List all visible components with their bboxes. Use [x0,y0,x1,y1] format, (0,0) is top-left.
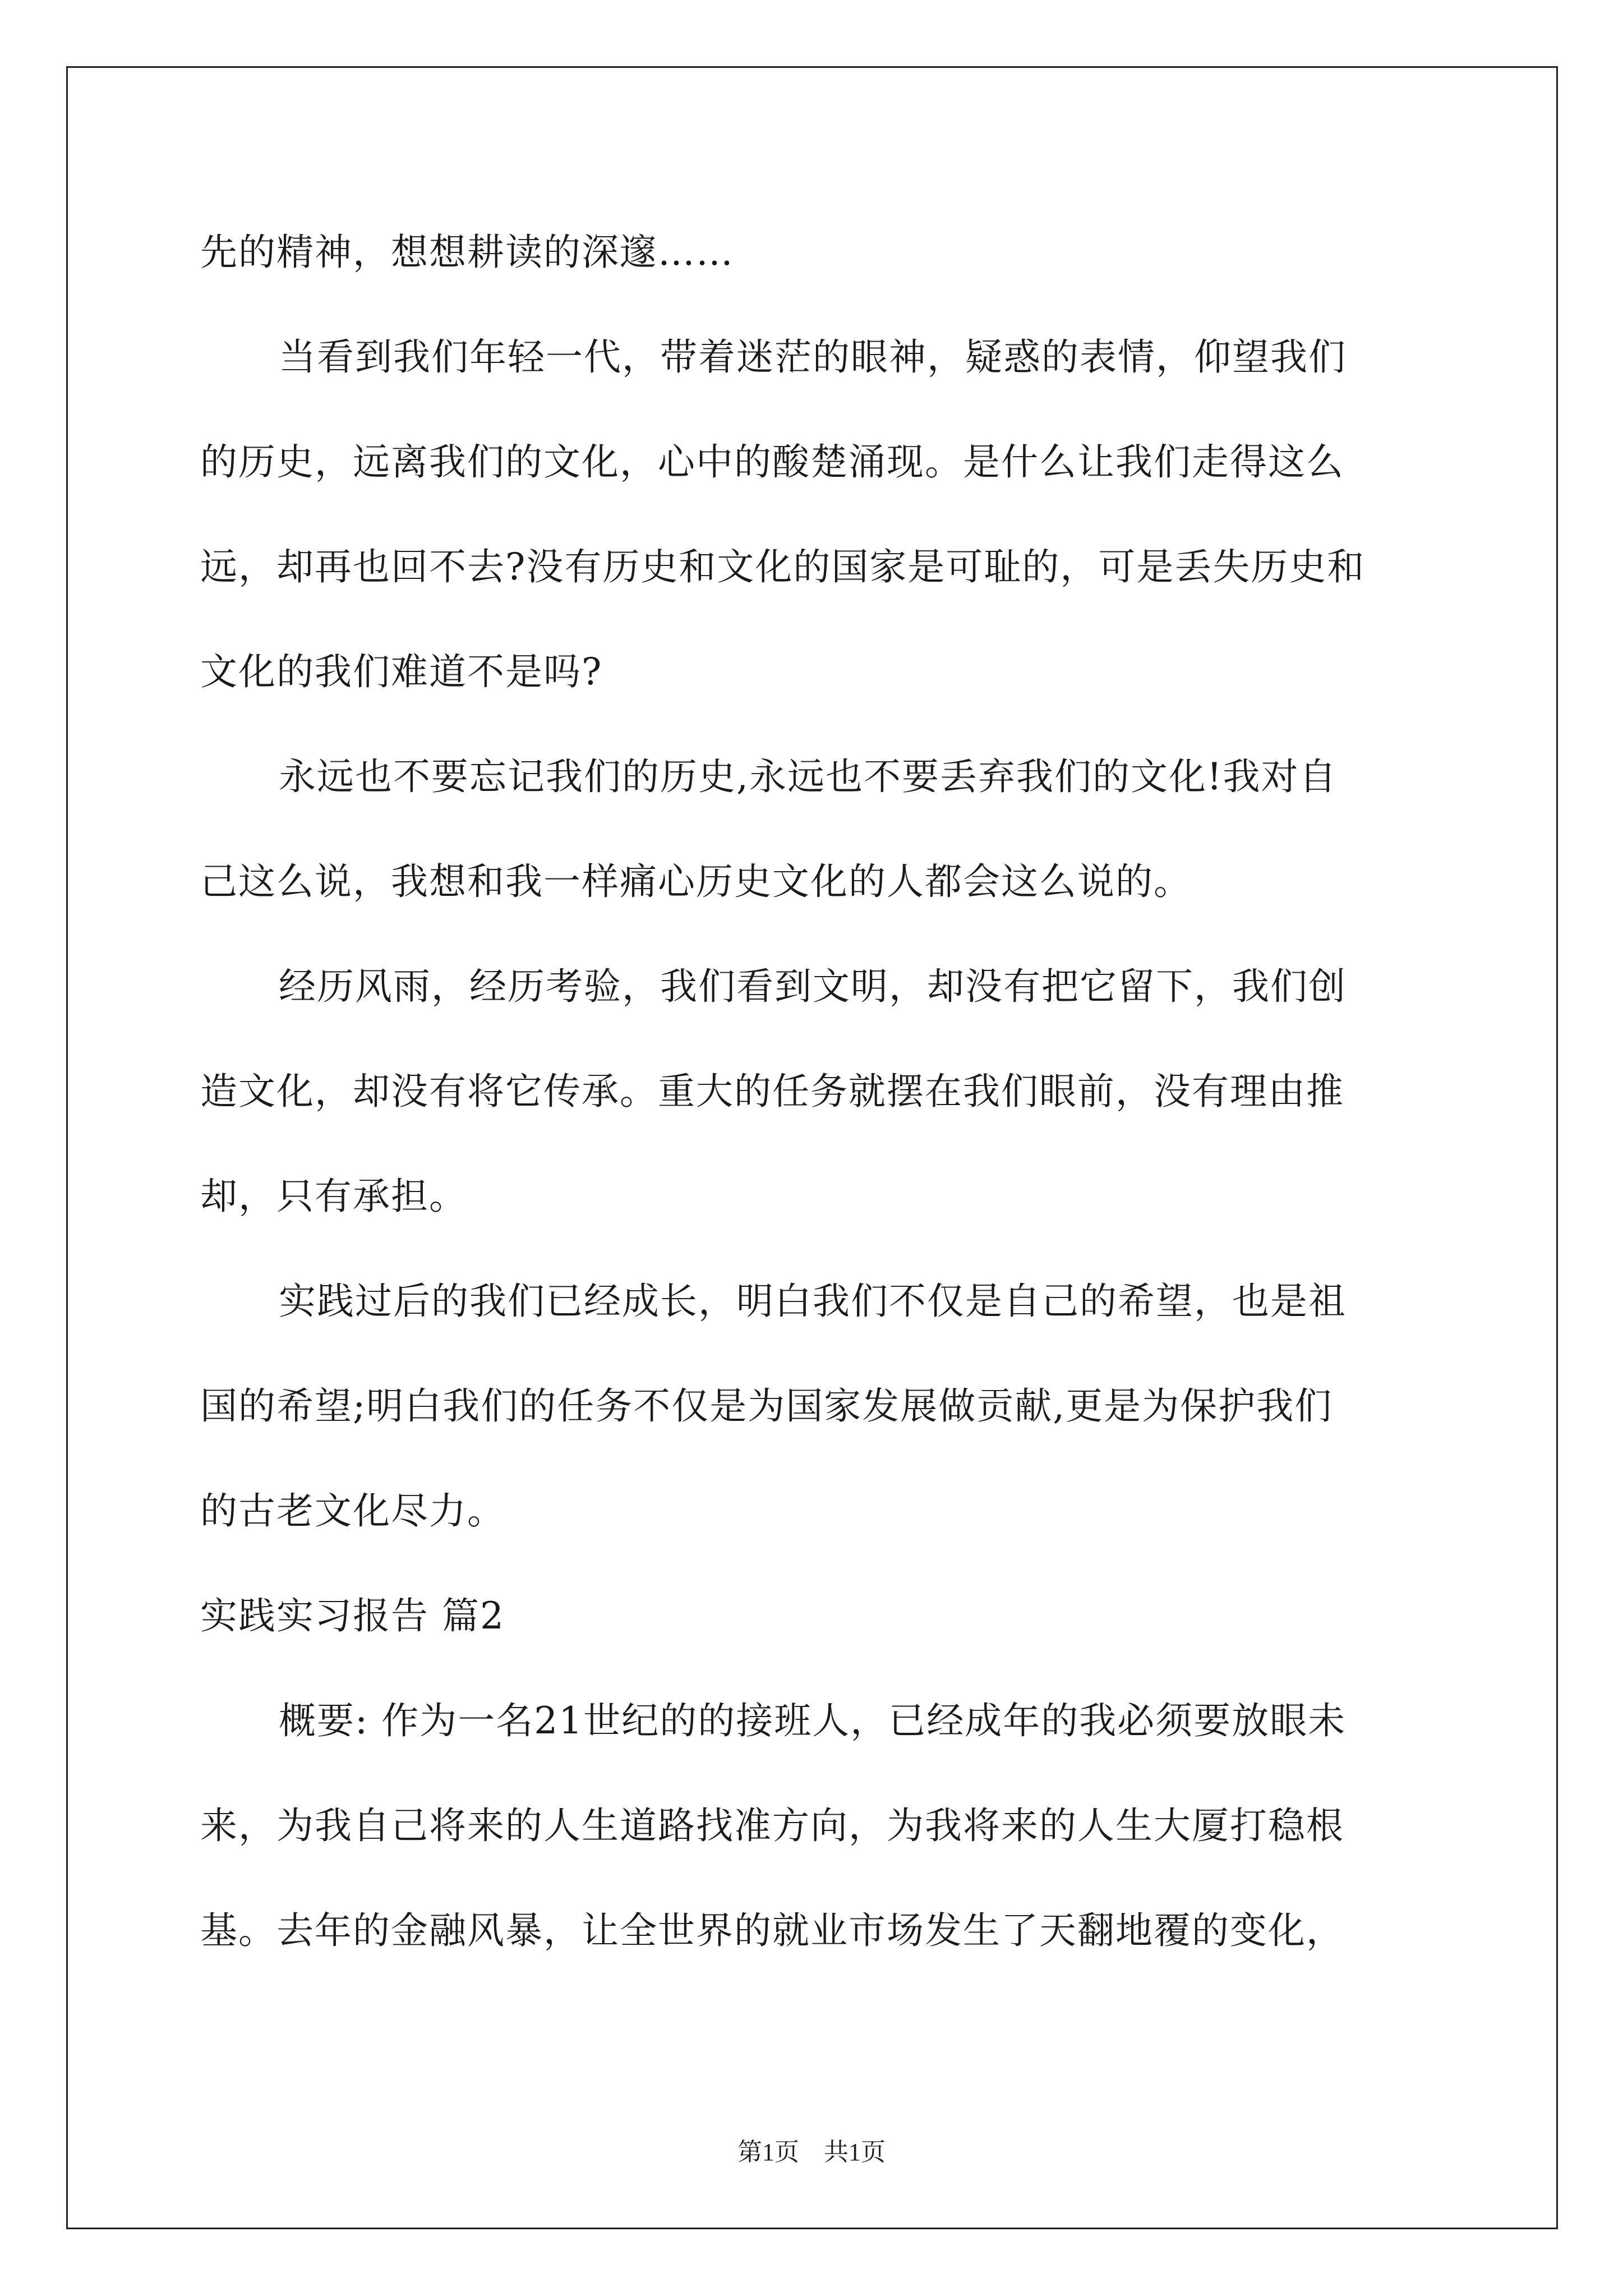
paragraph-line: 先的精神，想想耕读的深邃…… [200,231,734,274]
paragraph-line: 国的希望;明白我们的任务不仅是为国家发展做贡献,更是为保护我们 [200,1384,1333,1428]
paragraph-line: 却，只有承担。 [200,1175,467,1218]
paragraph-line: 远，却再也回不去?没有历史和文化的国家是可耻的，可是丢失历史和 [200,545,1366,588]
paragraph-line: 的古老文化尽力。 [200,1489,505,1533]
paragraph-line: 实践过后的我们已经成长，明白我们不仅是自己的希望，也是祖 [279,1280,1347,1323]
section-heading: 实践实习报告 篇2 [200,1594,505,1637]
paragraph-line: 当看到我们年轻一代，带着迷茫的眼神，疑惑的表情，仰望我们 [279,335,1347,379]
paragraph-line: 基。去年的金融风暴，让全世界的就业市场发生了天翻地覆的变化， [200,1909,1344,1952]
paragraph-line: 概要: 作为一名21世纪的的接班人，已经成年的我必须要放眼未 [279,1699,1347,1742]
document-body [200,216,1428,1999]
paragraph-line: 来，为我自己将来的人生道路找准方向，为我将来的人生大厦打稳根 [200,1804,1344,1847]
paragraph-line: 文化的我们难道不是吗? [200,650,603,693]
paragraph-line: 永远也不要忘记我们的历史,永远也不要丢弃我们的文化!我对自 [279,755,1338,798]
paragraph-line: 的历史，远离我们的文化，心中的酸楚涌现。是什么让我们走得这么 [200,440,1344,484]
paragraph-line: 经历风雨，经历考验，我们看到文明，却没有把它留下，我们创 [279,965,1347,1008]
page-number-footer: 第1页 共1页 [737,2138,886,2166]
paragraph-line: 己这么说，我想和我一样痛心历史文化的人都会这么说的。 [200,860,1192,903]
paragraph-line: 造文化，却没有将它传承。重大的任务就摆在我们眼前，没有理由推 [200,1070,1344,1113]
